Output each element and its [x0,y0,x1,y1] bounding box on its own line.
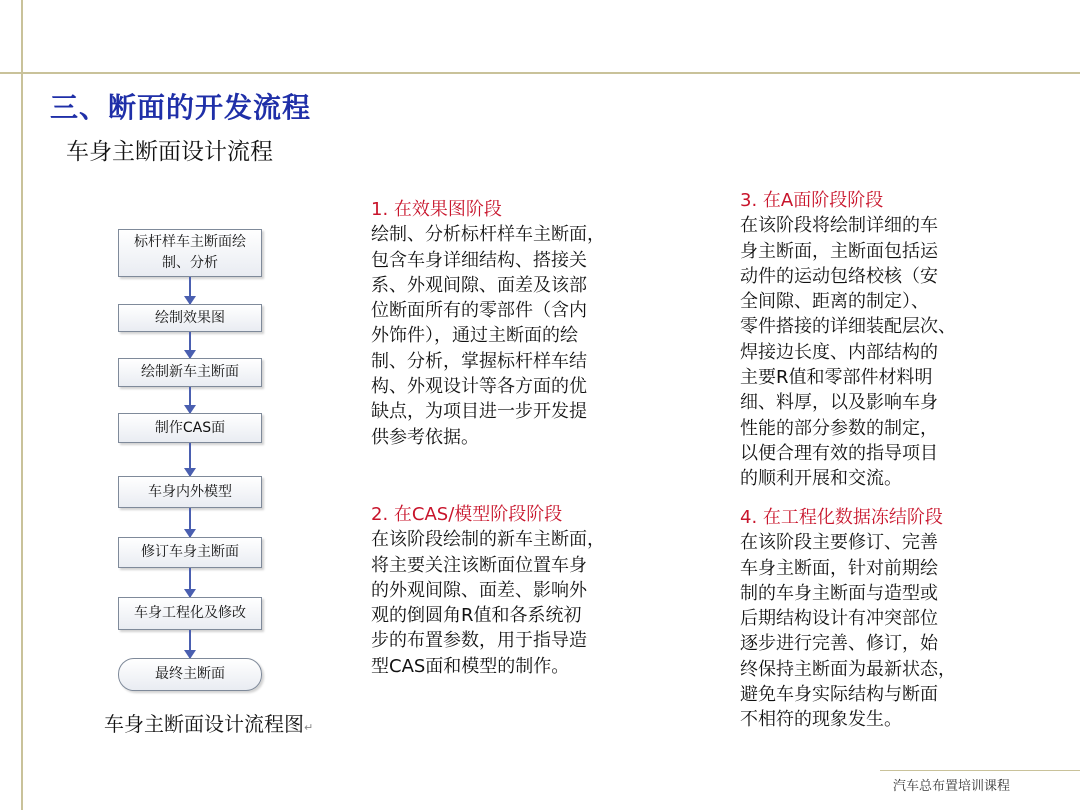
stage-4 [740,505,990,733]
slide-title: 三、断面的开发流程 [50,91,312,124]
flow-arrow [189,277,191,304]
flow-step-benchmark: 标杆样车主断面绘制、分析 [118,229,262,277]
footer-divider [880,770,1080,771]
stage-1 [371,197,641,450]
flow-arrow [189,508,191,537]
stage-4-body: 在该阶段主要修订、完善 车身主断面，针对前期绘 制的车身主断面与造型或 后期结构设计有冲突部位 逐步进行完善、修订，始 终保持主断面为最新状态， 避免车身实际结构与断面 不相符的现象发生。 [740,532,956,731]
flow-step-model: 车身内外模型 [118,476,262,508]
flowchart-caption [104,708,313,737]
stage-1-heading: 1. 在效果图阶段 [371,199,502,220]
flow-arrow [189,568,191,597]
flow-step-new-section: 绘制新车主断面 [118,358,262,387]
stage-3-heading: 3. 在A面阶段阶段 [740,190,884,211]
footer-course-name: 汽车总布置培训课程 [893,779,1011,794]
caption-text: 车身主断面设计流程图 [104,712,304,736]
stage-2-body: 在该阶段绘制的新车主断面， 将主要关注该断面位置车身 的外观间隙、面差、影响外 观的倒圆角R值和各系统初 步的布置参数，用于指导造 型CAS面和模型的制作。 [371,529,605,677]
paragraph-mark: ↵ [304,721,314,734]
flow-step-engineering: 车身工程化及修改 [118,597,262,630]
stage-3-body: 在该阶段将绘制详细的车 身主断面，主断面包括运 动件的运动包络校核（安 全间隙、距离的制定）、 零件搭接的详细装配层次、 焊接边长度、内部结构的 主要R值和零部件材料明 细、料厚，以及影响车身 性能的部分参数的制定， 以便合理有效的指导项目 的顺利开展和交流。 [740,215,956,490]
slide-subtitle: 车身主断面设计流程 [66,139,273,165]
stage-4-heading: 4. 在工程化数据冻结阶段 [740,507,943,528]
stage-3 [740,188,990,492]
flow-step-revise: 修订车身主断面 [118,537,262,568]
stage-2 [371,502,641,679]
flow-step-rendering: 绘制效果图 [118,304,262,332]
stage-1-body: 绘制、分析标杆样车主断面， 包含车身详细结构、搭接关 系、外观间隙、面差及该部 位断面所有的零部件（含内 外饰件），通过主断面的绘 制、分析，掌握标杆样车结 构、外观设计等各方面的优 缺点，为项目进一步开发提 供参考依据。 [371,224,605,448]
flow-step-final: 最终主断面 [118,658,262,691]
flow-arrow [189,443,191,476]
stage-2-heading: 2. 在CAS/模型阶段阶段 [371,504,563,525]
flow-arrow [189,630,191,658]
flow-arrow [189,387,191,413]
flow-step-cas: 制作CAS面 [118,413,262,443]
flow-arrow [189,332,191,358]
